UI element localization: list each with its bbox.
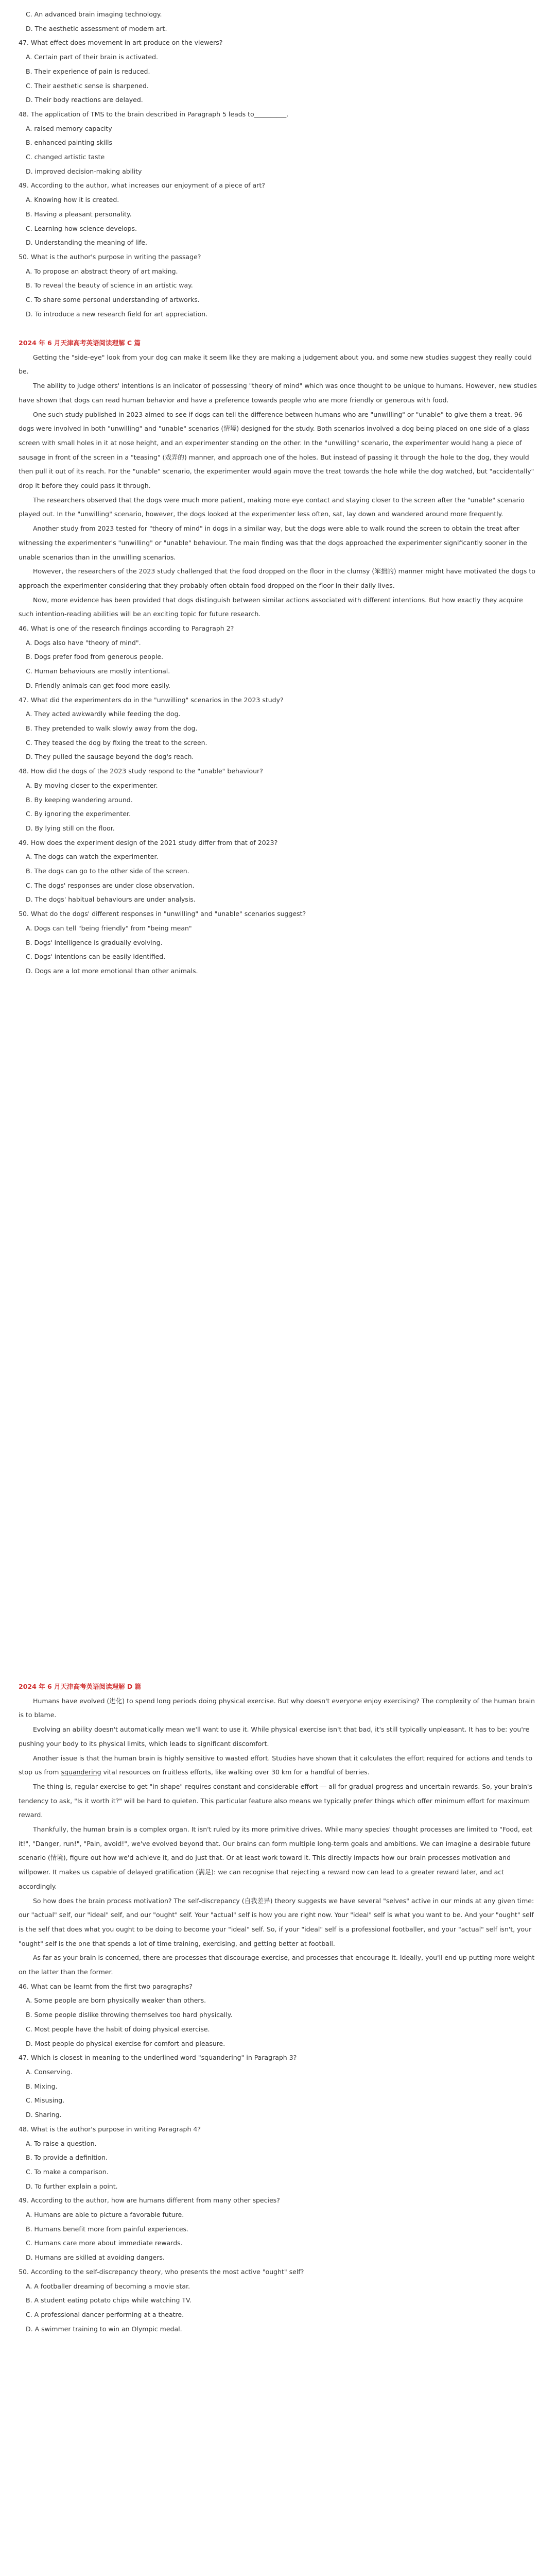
option: D. They pulled the sausage beyond the dog's reach. <box>26 753 194 761</box>
option: A. Some people are born physically weaker than others. <box>26 1996 206 2005</box>
option: A. They acted awkwardly while feeding the dog. <box>26 710 181 718</box>
option: D. A swimmer training to win an Olympic medal. <box>26 2325 182 2333</box>
option: B. To provide a definition. <box>26 2154 108 2162</box>
option: C. Humans care more about immediate rewards. <box>26 2239 183 2247</box>
option: B. Mixing. <box>26 2082 58 2090</box>
option: A. Dogs can tell "being friendly" from "being mean" <box>26 924 192 932</box>
prev-questions <box>19 7 537 321</box>
option: B. The dogs can go to the other side of the screen. <box>26 867 189 875</box>
question-48: 48. The application of TMS to the brain described in Paragraph 5 leads to__________. <box>19 110 289 118</box>
question-50: 50. What is the author's purpose in writing the passage? <box>19 252 201 261</box>
paragraph: However, the researchers of the 2023 study challenged that the food dropped on the floor in the clumsy (笨拙的) manner might have motivated the dogs to approach the experimenter considering that they probably often obtain food dropped on the floor in their daily lives. <box>19 567 535 589</box>
paragraph-text: Another issue is that the human brain is highly sensitive to wasted effort. Studies have shown that it calculates the effort required for actions and tends to stop us from <box>19 1754 533 1776</box>
option: C. Misusing. <box>26 2096 65 2105</box>
option: D. improved decision-making ability <box>26 167 142 175</box>
option: A. The dogs can watch the experimenter. <box>26 853 159 861</box>
paragraph: Evolving an ability doesn't automatically mean we'll want to use it. While physical exercise isn't that bad, it's still typically unpleasant. It has to be: you're pushing your body to its physical limits, which leads to significant discomfort. <box>19 1725 530 1748</box>
paragraph: The ability to judge others' intentions is an indicator of possessing "theory of mind" which was once thought to be unique to humans. However, new studies have shown that dogs can read human behavior and have a preference towards people who are more friendly or generous with food. <box>19 382 537 404</box>
option: C. They teased the dog by fixing the treat to the screen. <box>26 738 207 747</box>
option: A. A footballer dreaming of becoming a movie star. <box>26 2282 190 2290</box>
option: C. The dogs' responses are under close observation. <box>26 881 195 889</box>
option: A. raised memory capacity <box>26 124 112 132</box>
option: B. Humans benefit more from painful experiences. <box>26 2225 189 2233</box>
option: D. Understanding the meaning of life. <box>26 239 147 247</box>
option: B. Having a pleasant personality. <box>26 210 132 218</box>
option: C. By ignoring the experimenter. <box>26 810 131 818</box>
option: B. A student eating potato chips while watching TV. <box>26 2296 192 2304</box>
paragraph: Now, more evidence has been provided that dogs distinguish between similar actions associated with different intentions. But how exactly they acquire such intention-reading abilities will be an exciting topic for future research. <box>19 596 523 618</box>
option: C. Learning how science develops. <box>26 224 137 232</box>
option: B. To reveal the beauty of science in an artistic way. <box>26 281 193 290</box>
option: C. Most people have the habit of doing physical exercise. <box>26 2025 210 2033</box>
paragraph: The thing is, regular exercise to get "in shape" requires constant and considerable effort — all for gradual progress and uncertain rewards. So, your brain's tendency to ask, "Is it worth it?" will be hard to quieten. This particular feature also means we typically prefer things which offer minimum effort for maximum reward. <box>19 1782 532 1819</box>
question-47: 47. What effect does movement in art produce on the viewers? <box>19 39 223 47</box>
question-49: 49. According to the author, what increases our enjoyment of a piece of art? <box>19 181 265 190</box>
paragraph: Thankfully, the human brain is a complex organ. It isn't ruled by its more primitive drives. While many species' thought processes are limited to "Food, eat it!", "Danger, run!", "Pain, avoid!", we've evolved beyond that. Our brains can form multiple long-term goals and ambitions. We can imagine a desirable future scenario (情境), figure out how we'd achieve it, and do just that. Or at least work toward it. This directly impacts how our brain processes motivation and willpower. It makes us capable of delayed gratification (满足): we can recognise that rejecting a reward now can lead to a greater reward later, and act accordingly. <box>19 1825 533 1890</box>
paragraph: As far as your brain is concerned, there are processes that discourage exercise, and processes that encourage it. Ideally, you'll end up putting more weight on the latter than the former. <box>19 1954 535 1976</box>
option: C. changed artistic taste <box>26 153 105 161</box>
option: A. Certain part of their brain is activated. <box>26 53 159 61</box>
option: C. To share some personal understanding of artworks. <box>26 296 200 304</box>
paragraph: The researchers observed that the dogs were much more patient, making more eye contact and staying closer to the screen after the "unable" scenario played out. In the "unwilling" scenario, however, the dogs looked at the experimenter less often, sat, lay down and wandered around more frequently. <box>19 496 525 518</box>
option: D. Most people do physical exercise for comfort and pleasure. <box>26 2039 225 2047</box>
paragraph-text: vital resources on fruitless efforts, like walking over 30 km for a handful of berries. <box>101 1768 370 1776</box>
option: C. An advanced brain imaging technology. <box>26 10 162 18</box>
option: B. Their experience of pain is reduced. <box>26 67 150 75</box>
question-50: 50. According to the self-discrepancy theory, who presents the most active "ought" self? <box>19 2267 304 2276</box>
option: D. Sharing. <box>26 2111 62 2119</box>
option: B. By keeping wandering around. <box>26 795 133 804</box>
question-47: 47. Which is closest in meaning to the underlined word "squandering" in Paragraph 3? <box>19 2054 297 2062</box>
question-46: 46. What can be learnt from the first two paragraphs? <box>19 1982 193 1990</box>
option: B. Some people dislike throwing themselves too hard physically. <box>26 2011 233 2019</box>
option: D. Humans are skilled at avoiding dangers. <box>26 2253 165 2262</box>
option: C. Their aesthetic sense is sharpened. <box>26 81 149 90</box>
section-c <box>19 336 537 978</box>
paragraph: Another study from 2023 tested for "theory of mind" in dogs in a similar way, but the dogs were able to walk round the screen to obtain the treat after witnessing the experimenter's "unwilling" or "unable" behaviour. The main finding was that the dogs approached the experimenter significantly sooner in the unable scenarios than in the unwilling scenarios. <box>19 524 527 561</box>
option: C. Human behaviours are mostly intentional. <box>26 667 170 675</box>
option: D. By lying still on the floor. <box>26 824 115 832</box>
option: A. By moving closer to the experimenter. <box>26 781 158 789</box>
question-49: 49. How does the experiment design of the 2021 study differ from that of 2023? <box>19 838 278 846</box>
question-48: 48. How did the dogs of the 2023 study respond to the "unable" behaviour? <box>19 767 263 775</box>
option: D. To introduce a new research field for art appreciation. <box>26 310 208 318</box>
option: A. To raise a question. <box>26 2139 97 2147</box>
option: D. To further explain a point. <box>26 2182 118 2190</box>
option: D. Dogs are a lot more emotional than other animals. <box>26 967 198 975</box>
option: D. Friendly animals can get food more easily. <box>26 681 170 689</box>
question-47: 47. What did the experimenters do in the "unwilling" scenarios in the 2023 study? <box>19 696 284 704</box>
underlined-word: squandering <box>61 1768 101 1776</box>
option: C. To make a comparison. <box>26 2167 109 2176</box>
option: D. Their body reactions are delayed. <box>26 96 143 104</box>
question-50: 50. What do the dogs' different responses in "unwilling" and "unable" scenarios suggest? <box>19 910 306 918</box>
option: D. The aesthetic assessment of modern art. <box>26 24 167 32</box>
option: B. Dogs' intelligence is gradually evolving. <box>26 938 163 946</box>
option: C. Dogs' intentions can be easily identified. <box>26 953 166 961</box>
option: A. To propose an abstract theory of art making. <box>26 267 178 275</box>
option: B. enhanced painting skills <box>26 139 112 147</box>
paragraph: So how does the brain process motivation? The self-discrepancy (自我差异) theory suggests we have several "selves" active in our minds at any given time: our "actual" self, our "ideal" self, and our "ought" self. Your "actual" self is how you are right now. Your "ideal" self is what you want to be. And your "ought" self is the self that does what you ought to be doing to become your "ideal" self. So, if your "ideal" self is a professional footballer, and your "actual" self isn't, your "ought" self is the one that spends a lot of time training, exercising, and getting better at football. <box>19 1896 534 1947</box>
section-d <box>19 1680 537 2336</box>
paragraph: One such study published in 2023 aimed to see if dogs can tell the difference between humans who are "unwilling" or "unable" to give them a treat. 96 dogs were involved in both "unwilling" and "unable" scenarios (情境) designed for the study. Both scenarios involved a dog being placed on one side of a glass screen with small holes in it at nose height, and an experimenter standing on the other. In the "unwilling" scenario, the experimenter would hang a piece of sausage in front of the screen in a "teasing" (戏弄的) manner, and approach one of the holes. But instead of passing it through the hole to the dog, they would then pull it out of its reach. For the "unable" scenario, the experimenter would again move the treat towards the hole while the dog watched, but "accidentally" drop it before they could pass it through. <box>19 410 534 490</box>
option: A. Dogs also have "theory of mind". <box>26 638 141 647</box>
paragraph <box>19 1751 537 1780</box>
question-48: 48. What is the author's purpose in writing Paragraph 4? <box>19 2125 201 2133</box>
option: B. Dogs prefer food from generous people. <box>26 653 164 661</box>
question-46: 46. What is one of the research findings according to Paragraph 2? <box>19 624 234 633</box>
paragraph: Humans have evolved (进化) to spend long periods doing physical exercise. But why doesn't everyone enjoy exercising? The complexity of the human brain is to blame. <box>19 1697 535 1719</box>
option: A. Conserving. <box>26 2067 73 2076</box>
option: C. A professional dancer performing at a theatre. <box>26 2310 184 2318</box>
option: A. Humans are able to picture a favorable future. <box>26 2211 184 2219</box>
paragraph: Getting the "side-eye" look from your dog can make it seem like they are making a judgement about you, and some new studies suggest they really could be. <box>19 353 532 376</box>
section-title: 2024 年 6 月天津高考英语阅读理解 D 篇 <box>19 1683 142 1690</box>
option: D. The dogs' habitual behaviours are under analysis. <box>26 895 196 904</box>
section-title: 2024 年 6 月天津高考英语阅读理解 C 篇 <box>19 339 141 347</box>
option: B. They pretended to walk slowly away from the dog. <box>26 724 198 732</box>
option: A. Knowing how it is created. <box>26 196 119 204</box>
question-49: 49. According to the author, how are humans different from many other species? <box>19 2196 280 2205</box>
